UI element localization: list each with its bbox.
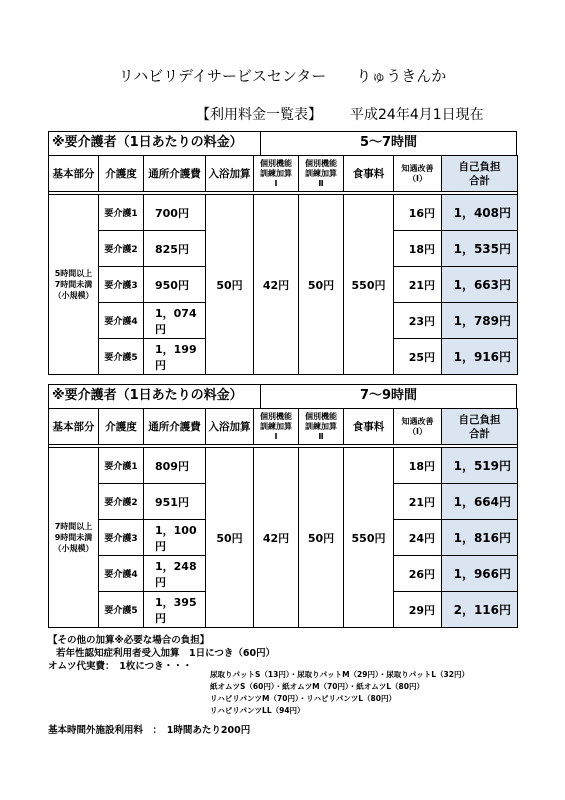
nursing-fee: 1，248円 xyxy=(144,556,206,592)
effective-date: 平成24年4月1日現在 xyxy=(350,107,484,123)
base-category: 5時間以上 7時間未満 （小規模） xyxy=(49,195,99,375)
training-1-fee: 42円 xyxy=(254,448,299,628)
col-nursing-fee: 通所介護費 xyxy=(144,409,206,445)
training-1-fee: 42円 xyxy=(254,195,299,375)
section-duration: 7～9時間 xyxy=(359,388,418,403)
col-training-2: 個別機能 訓練加算 Ⅱ xyxy=(299,409,344,445)
col-training-2: 個別機能 訓練加算 Ⅱ xyxy=(299,156,344,192)
training-2-fee: 50円 xyxy=(299,195,344,375)
table-row xyxy=(49,195,518,231)
col-training-1: 個別機能 訓練加算 Ⅰ xyxy=(254,156,299,192)
improvement-fee: 24円 xyxy=(394,520,442,556)
nursing-fee: 1，074円 xyxy=(144,303,206,339)
fee-section-7-9 xyxy=(48,384,517,628)
diaper-item: リハビリパンツLL（94円） xyxy=(210,706,305,715)
improvement-fee: 21円 xyxy=(394,484,442,520)
section-heading xyxy=(48,131,517,155)
col-bath: 入浴加算 xyxy=(206,156,254,192)
diaper-item: 紙オムツS（60円）・紙オムツM（70円）・紙オムツL（80円） xyxy=(210,682,424,691)
col-care-level: 介護度 xyxy=(99,156,144,192)
care-level: 要介護2 xyxy=(99,484,144,520)
column-header-row xyxy=(49,156,518,192)
column-header-row xyxy=(49,409,518,445)
bath-fee: 50円 xyxy=(206,448,254,628)
total-fee: 1，519円 xyxy=(442,448,518,484)
col-base: 基本部分 xyxy=(49,409,99,445)
col-care-level: 介護度 xyxy=(99,409,144,445)
subtitle-row xyxy=(196,104,484,124)
care-level: 要介護4 xyxy=(99,556,144,592)
care-level: 要介護1 xyxy=(99,195,144,231)
improvement-fee: 18円 xyxy=(394,448,442,484)
dementia-addition: 若年性認知症利用者受入加算 1日につき（60円） xyxy=(56,648,276,659)
total-fee: 1，664円 xyxy=(442,484,518,520)
fee-table xyxy=(48,155,518,375)
col-total: 自己負担 合計 xyxy=(442,409,518,445)
training-2-fee: 50円 xyxy=(299,448,344,628)
improvement-fee: 29円 xyxy=(394,592,442,628)
nursing-fee: 950円 xyxy=(144,267,206,303)
improvement-fee: 25円 xyxy=(394,339,442,375)
nursing-fee: 809円 xyxy=(144,448,206,484)
col-meal: 食事料 xyxy=(344,409,394,445)
improvement-fee: 16円 xyxy=(394,195,442,231)
section-title: ※要介護者（1日あたりの料金） xyxy=(49,385,261,408)
section-title: ※要介護者（1日あたりの料金） xyxy=(49,132,261,155)
col-total: 自己負担 合計 xyxy=(442,156,518,192)
total-fee: 1，966円 xyxy=(442,556,518,592)
nursing-fee: 1，100円 xyxy=(144,520,206,556)
col-improvement: 知遇改善 （Ⅰ） xyxy=(394,409,442,445)
col-training-1: 個別機能 訓練加算 Ⅰ xyxy=(254,409,299,445)
care-level: 要介護4 xyxy=(99,303,144,339)
col-meal: 食事料 xyxy=(344,156,394,192)
meal-fee: 550円 xyxy=(344,448,394,628)
bath-fee: 50円 xyxy=(206,195,254,375)
fee-table xyxy=(48,408,518,628)
fee-section-5-7 xyxy=(48,131,517,375)
section-heading xyxy=(48,384,517,408)
care-level: 要介護3 xyxy=(99,267,144,303)
base-category: 7時間以上 9時間未満 （小規模） xyxy=(49,448,99,628)
care-level: 要介護1 xyxy=(99,448,144,484)
total-fee: 1，916円 xyxy=(442,339,518,375)
diaper-label: オムツ代実費： 1枚につき・・・ xyxy=(48,661,193,672)
col-nursing-fee: 通所介護費 xyxy=(144,156,206,192)
nursing-fee: 825円 xyxy=(144,231,206,267)
improvement-fee: 21円 xyxy=(394,267,442,303)
col-improvement: 知遇改善 （Ⅰ） xyxy=(394,156,442,192)
total-fee: 2，116円 xyxy=(442,592,518,628)
nursing-fee: 1，199円 xyxy=(144,339,206,375)
nursing-fee: 1，395円 xyxy=(144,592,206,628)
overtime-fee: 基本時間外施設利用料 ： 1時間あたり200円 xyxy=(48,725,251,736)
page-title: リハビリデイサービスセンター りゅうきんか xyxy=(118,67,447,85)
care-level: 要介護5 xyxy=(99,339,144,375)
care-level: 要介護5 xyxy=(99,592,144,628)
nursing-fee: 951円 xyxy=(144,484,206,520)
total-fee: 1，816円 xyxy=(442,520,518,556)
meal-fee: 550円 xyxy=(344,195,394,375)
total-fee: 1，535円 xyxy=(442,231,518,267)
total-fee: 1，663円 xyxy=(442,267,518,303)
diaper-item: リハビリパンツM（70円）・リハビリパンツL（80円） xyxy=(210,694,396,703)
care-level: 要介護3 xyxy=(99,520,144,556)
notes-title: 【その他の加算※必要な場合の負担】 xyxy=(48,635,210,646)
improvement-fee: 23円 xyxy=(394,303,442,339)
total-fee: 1，408円 xyxy=(442,195,518,231)
improvement-fee: 18円 xyxy=(394,231,442,267)
col-base: 基本部分 xyxy=(49,156,99,192)
nursing-fee: 700円 xyxy=(144,195,206,231)
improvement-fee: 26円 xyxy=(394,556,442,592)
section-duration: 5～7時間 xyxy=(359,135,418,150)
care-level: 要介護2 xyxy=(99,231,144,267)
total-fee: 1，789円 xyxy=(442,303,518,339)
table-row xyxy=(49,448,518,484)
col-bath: 入浴加算 xyxy=(206,409,254,445)
diaper-item: 尿取りパットS（13円）・尿取りパットM（29円）・尿取りパットL（32円） xyxy=(210,670,469,679)
list-title: 【利用料金一覧表】 xyxy=(196,107,322,123)
